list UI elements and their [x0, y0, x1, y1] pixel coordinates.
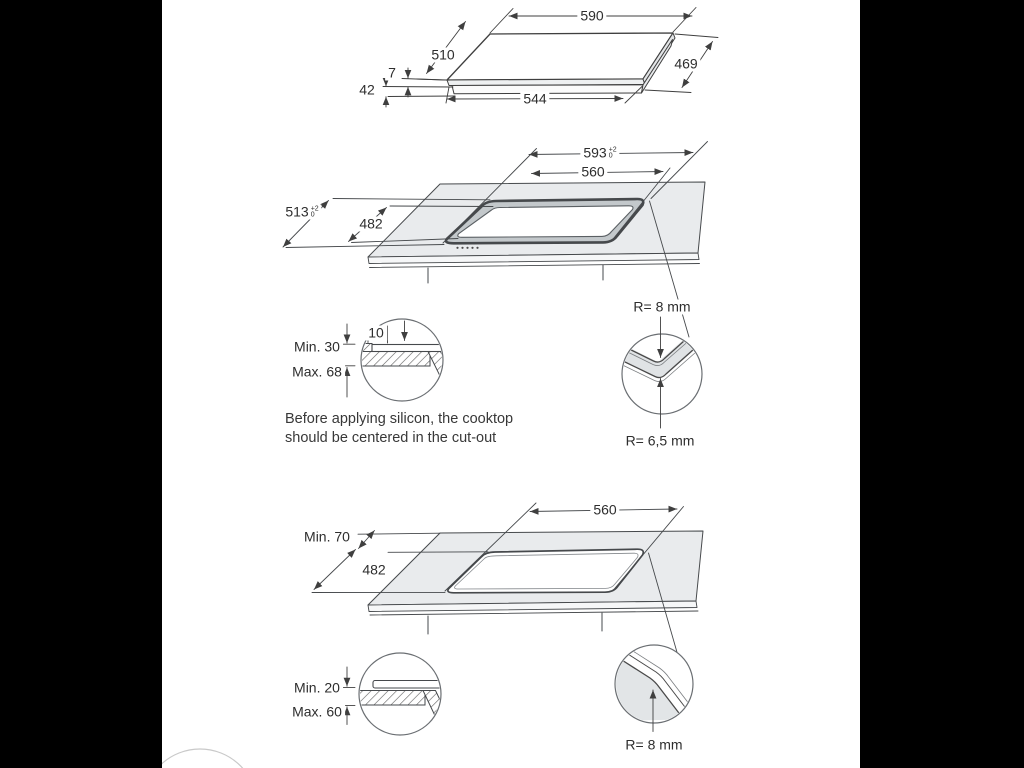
silicon-note [285, 410, 513, 447]
dim-glass-height: 7 [385, 66, 399, 81]
tol-plus: +2 [608, 146, 617, 154]
dim-side-depth: 469 [671, 57, 700, 72]
dim-cutout-inner-width: 560 [578, 165, 607, 180]
tol-minus: 0 [608, 152, 613, 160]
tolerance [609, 147, 617, 160]
dim-surface-cutout-width: 560 [590, 503, 619, 518]
max-counter-thickness-flush: Max. 68 [289, 365, 345, 380]
tolerance [311, 206, 319, 219]
dim-cutout-outer-width [580, 146, 619, 161]
corner-radius-detail-surface [611, 645, 693, 732]
tol-plus: +2 [310, 205, 319, 213]
dim-bottom-width: 544 [520, 92, 549, 107]
dim-body-height: 42 [356, 83, 378, 98]
dim-surface-cutout-depth: 482 [359, 563, 388, 578]
min-back-distance: Min. 70 [301, 530, 353, 545]
silicon-note-line2: should be centered in the cut-out [285, 429, 497, 446]
max-counter-thickness-surface: Max. 60 [289, 705, 345, 720]
radius-surface-label: R= 8 mm [622, 738, 685, 753]
radius-outer-label: R= 8 mm [630, 300, 693, 315]
next-page-detail-arc [162, 749, 257, 768]
dim-top-width: 590 [577, 9, 606, 24]
radius-inner-label: R= 6,5 mm [623, 434, 698, 449]
corner-radius-detail-flush [618, 317, 705, 428]
tol-minus: 0 [310, 211, 315, 219]
silicon-note-line1: Before applying silicon, the cooktop [285, 411, 514, 427]
surface-mount-view [312, 503, 703, 658]
flush-section-detail [339, 319, 455, 401]
dim-value: 513 [285, 203, 309, 220]
dim-cutout-outer-depth [282, 205, 321, 220]
min-counter-thickness-flush: Min. 30 [291, 340, 343, 355]
surface-section-detail [339, 653, 450, 735]
technical-drawing [162, 0, 860, 768]
min-counter-thickness-surface: Min. 20 [291, 681, 343, 696]
dim-ledge-width: 10 [365, 326, 387, 341]
dim-value: 593 [583, 144, 607, 161]
dim-cutout-inner-depth: 482 [356, 217, 385, 232]
dim-top-depth: 510 [428, 48, 457, 63]
manual-paper [162, 0, 860, 768]
